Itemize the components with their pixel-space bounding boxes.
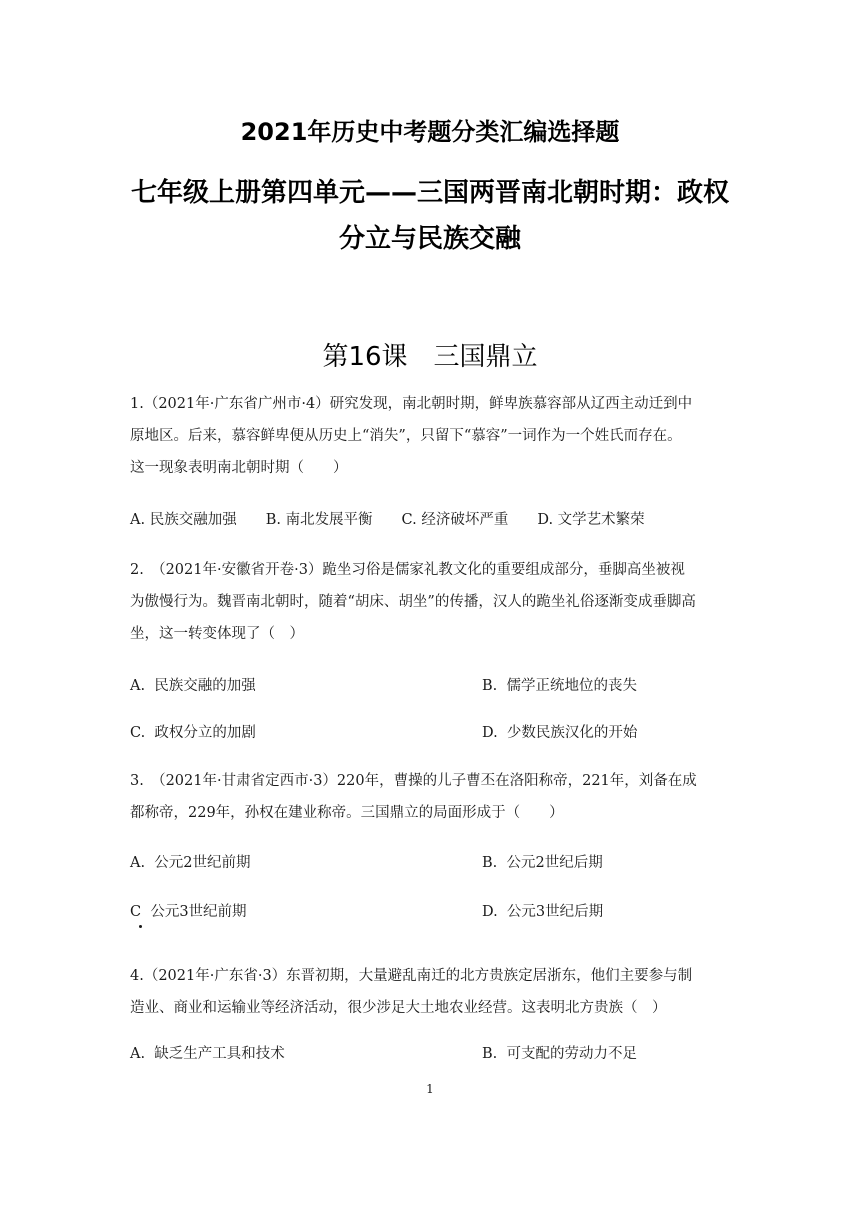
question-4-option-a: A. 缺乏生产工具和技术 [130,1046,285,1062]
page-number: 1 [426,1082,434,1096]
question-3-option-d: D. 公元3世纪后期 [482,904,604,920]
question-2-option-b: B. 儒学正统地位的丧失 [482,678,637,694]
question-1-options: A. 民族交融加强 B. 南北发展平衡 C. 经济破坏严重 D. 文学艺术繁荣 [130,512,645,528]
question-1-stem: 1.（2021年·广东省广州市·4）研究发现，南北朝时期，鲜卑族慕容部从辽西主动迁到中 原地区。后来，慕容鲜卑便从历史上“消失”，只留下“慕容”一词作为一个姓氏而存在。 这一现象表明南北朝时期（ ） [130,396,693,476]
document-subtitle: 七年级上册第四单元——三国两晋南北朝时期：政权 分立与民族交融 [130,178,729,254]
question-3-option-c: C 公元3世纪前期 [130,904,247,920]
question-2-option-c: C. 政权分立的加剧 [130,725,256,741]
question-2-stem: 2. （2021年·安徽省开卷·3）跪坐习俗是儒家礼教文化的重要组成部分，垂脚高坐被视 为傲慢行为。魏晋南北朝时，随着“胡床、胡坐”的传播，汉人的跪坐礼俗逐渐变成垂脚高 坐，这一转变体现了（ ） [130,562,696,642]
question-4-stem: 4.（2021年·广东省·3）东晋初期，大量避乱南迁的北方贵族定居浙东，他们主要参与制 造业、商业和运输业等经济活动，很少涉足大土地农业经营。这表明北方贵族（ ） [130,968,693,1016]
question-3-option-b: B. 公元2世纪后期 [482,855,603,871]
question-2-option-d: D. 少数民族汉化的开始 [482,725,638,741]
lesson-title: 第16课 三国鼎立 [322,342,538,372]
question-3-option-a: A. 公元2世纪前期 [130,855,251,871]
document-title: 2021年历史中考题分类汇编选择题 [240,118,620,146]
question-2-option-a: A. 民族交融的加强 [130,678,256,694]
question-3-stem: 3. （2021年·甘肃省定西市·3）220年，曹操的儿子曹丕在洛阳称帝，221年，刘备在成 都称帝，229年，孙权在建业称帝。三国鼎立的局面形成于（ ） [130,773,697,821]
question-4-option-b: B. 可支配的劳动力不足 [482,1046,637,1062]
stray-dot [139,925,142,928]
